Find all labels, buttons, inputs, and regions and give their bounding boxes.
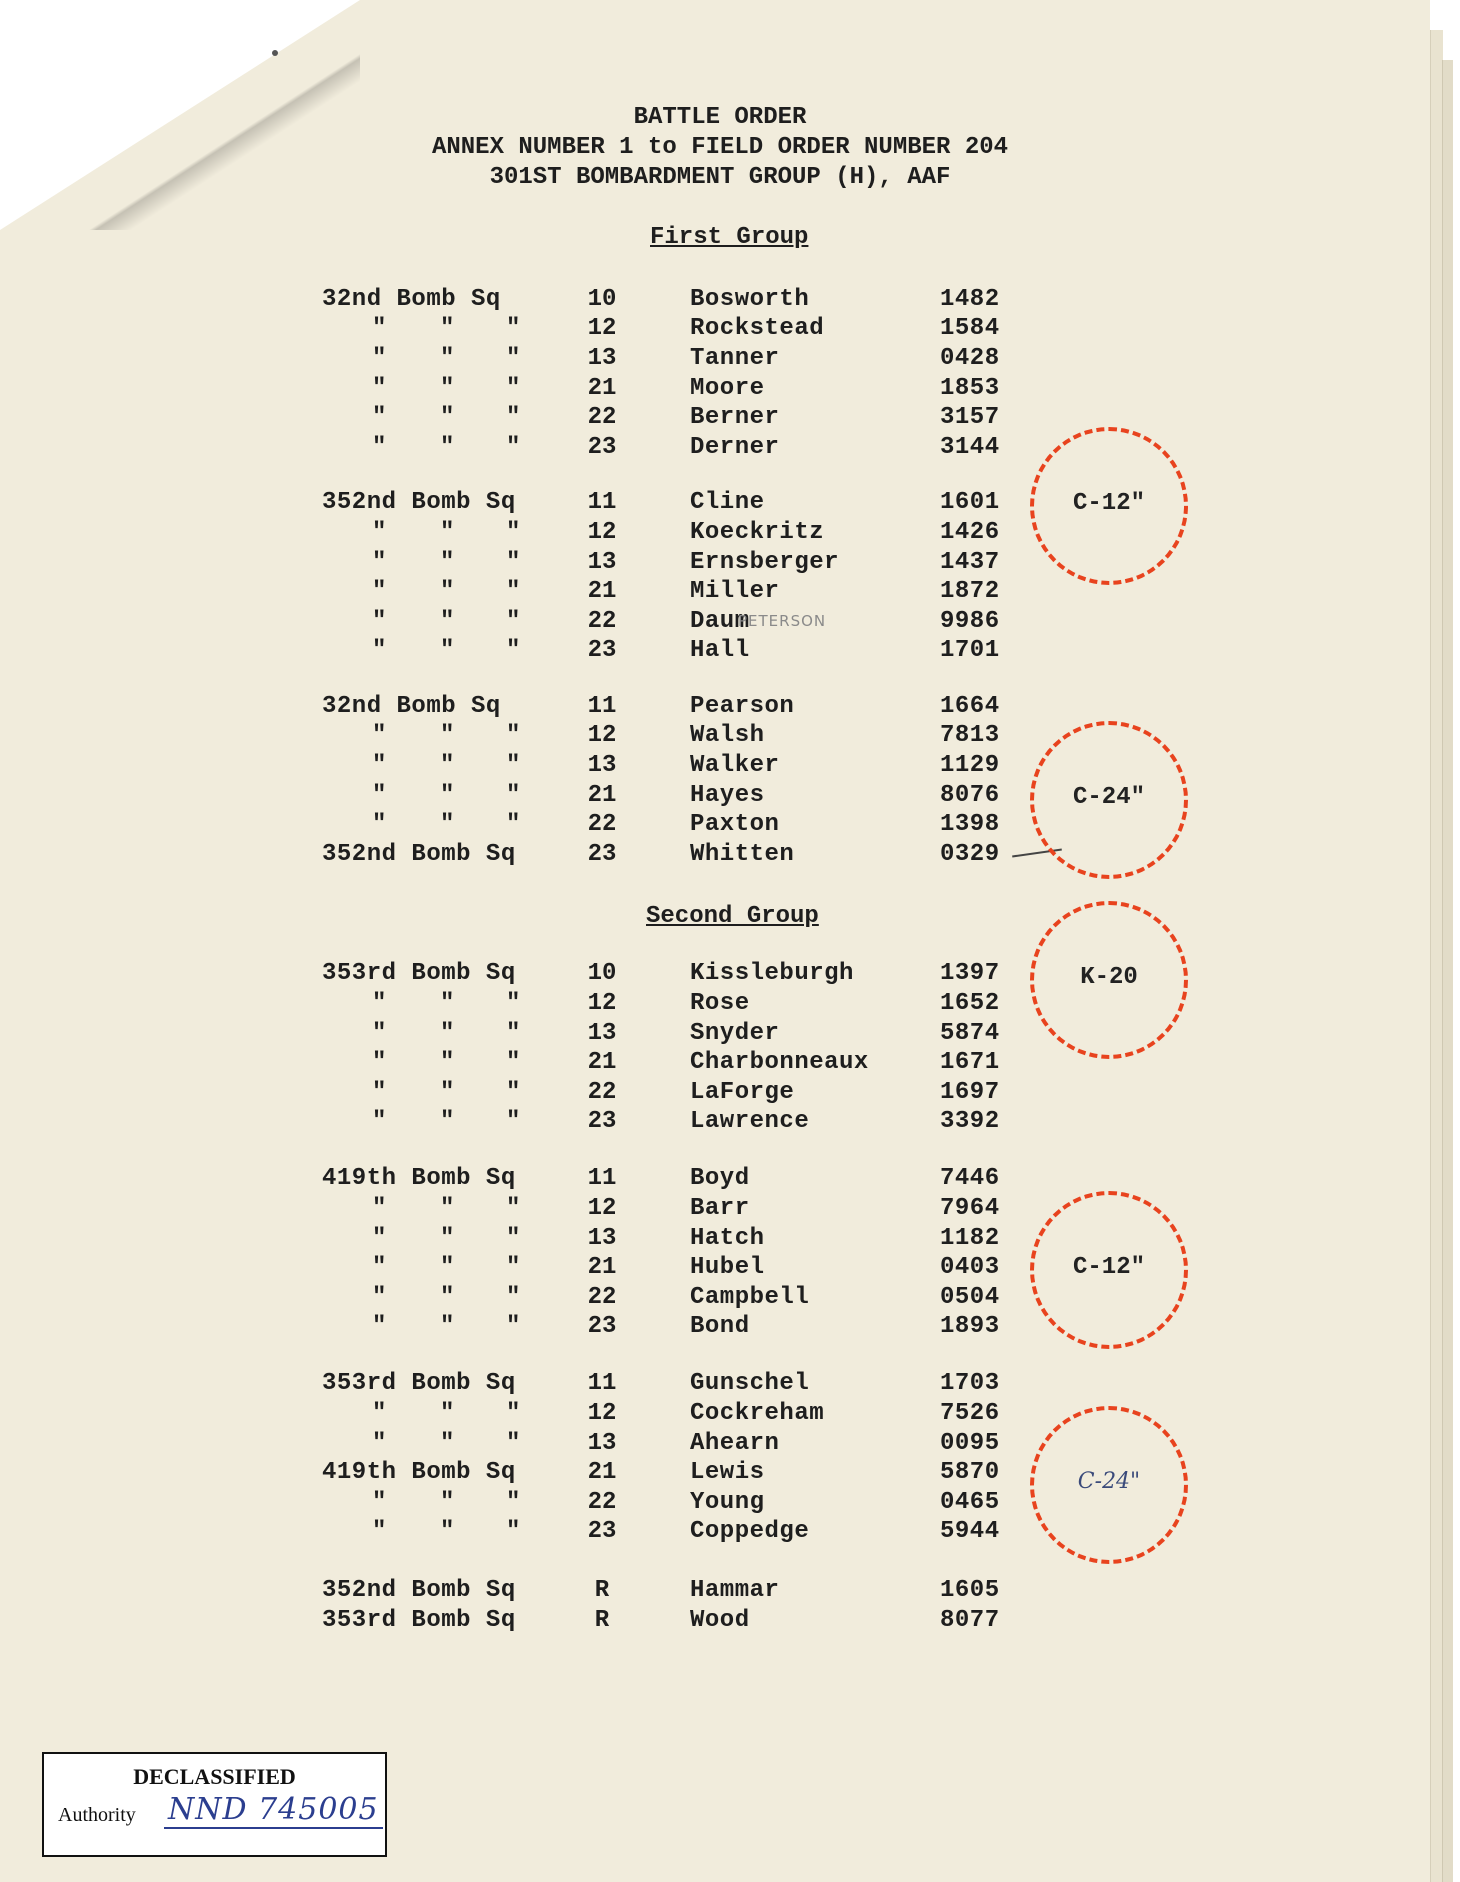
- row-unit: 419th Bomb Sq: [322, 1459, 516, 1486]
- row-position: 12: [587, 990, 617, 1017]
- row-serial: 1426: [940, 519, 1000, 546]
- ditto-mark: ": [372, 1518, 387, 1545]
- ditto-mark: ": [440, 578, 455, 605]
- row-position: 21: [587, 375, 617, 402]
- ditto-mark: ": [372, 404, 387, 431]
- row-serial: 0403: [940, 1254, 1000, 1281]
- ditto-mark: ": [440, 1430, 455, 1457]
- row-name: Miller: [690, 578, 780, 605]
- row-unit: 352nd Bomb Sq: [322, 1577, 516, 1604]
- staple-hole: [272, 50, 278, 56]
- ditto-mark: ": [372, 990, 387, 1017]
- row-serial: 9986: [940, 608, 1000, 635]
- row-position: 22: [587, 404, 617, 431]
- row-name: Lewis: [690, 1459, 765, 1486]
- row-position: 21: [587, 782, 617, 809]
- ditto-mark: ": [506, 1049, 521, 1076]
- row-serial: 1893: [940, 1313, 1000, 1340]
- header-annex: ANNEX NUMBER 1 to FIELD ORDER NUMBER 204: [431, 134, 1009, 161]
- ditto-mark: ": [506, 1079, 521, 1106]
- ditto-mark: ": [440, 1079, 455, 1106]
- row-serial: 5870: [940, 1459, 1000, 1486]
- row-serial: 0504: [940, 1284, 1000, 1311]
- circle-label: K-20: [1080, 964, 1138, 991]
- row-position: 22: [587, 811, 617, 838]
- row-unit: 353rd Bomb Sq: [322, 1370, 516, 1397]
- row-serial: 1437: [940, 549, 1000, 576]
- row-position: R: [594, 1577, 610, 1604]
- row-position: 11: [587, 693, 617, 720]
- row-position: 23: [587, 1518, 617, 1545]
- section-first-group: First Group: [650, 224, 809, 251]
- row-name: Berner: [690, 404, 780, 431]
- row-position: 13: [587, 752, 617, 779]
- row-serial: 5874: [940, 1020, 1000, 1047]
- ditto-mark: ": [372, 722, 387, 749]
- row-serial: 3144: [940, 434, 1000, 461]
- row-name: Ernsberger: [690, 549, 840, 576]
- row-name: Pearson: [690, 693, 795, 720]
- row-name: Paxton: [690, 811, 780, 838]
- row-name: Moore: [690, 375, 765, 402]
- row-name: Gunschel: [690, 1370, 810, 1397]
- ditto-mark: ": [506, 1195, 521, 1222]
- row-serial: 0329: [940, 841, 1000, 868]
- ditto-mark: ": [440, 1195, 455, 1222]
- row-position: 23: [587, 841, 617, 868]
- row-name: Walker: [690, 752, 780, 779]
- row-serial: 1703: [940, 1370, 1000, 1397]
- ditto-mark: ": [506, 1225, 521, 1252]
- ditto-mark: ": [372, 1225, 387, 1252]
- row-name: Hatch: [690, 1225, 765, 1252]
- ditto-mark: ": [506, 375, 521, 402]
- row-position: 21: [587, 1254, 617, 1281]
- ditto-mark: ": [440, 1489, 455, 1516]
- declassified-stamp: [42, 1752, 387, 1857]
- row-serial: 1872: [940, 578, 1000, 605]
- ditto-mark: ": [440, 811, 455, 838]
- ditto-mark: ": [372, 434, 387, 461]
- row-position: 22: [587, 1079, 617, 1106]
- ditto-mark: ": [372, 1489, 387, 1516]
- ditto-mark: ": [506, 637, 521, 664]
- row-serial: 1584: [940, 315, 1000, 342]
- row-name: Derner: [690, 434, 780, 461]
- row-name: Daum: [690, 608, 750, 635]
- stamp-authority-label: Authority: [58, 1804, 136, 1826]
- row-unit: 419th Bomb Sq: [322, 1165, 516, 1192]
- ditto-mark: ": [440, 608, 455, 635]
- ditto-mark: ": [440, 722, 455, 749]
- ditto-mark: ": [440, 637, 455, 664]
- row-serial: 1397: [940, 960, 1000, 987]
- row-serial: 1652: [940, 990, 1000, 1017]
- ditto-mark: ": [506, 1020, 521, 1047]
- row-position: 10: [587, 960, 617, 987]
- ditto-mark: ": [506, 1284, 521, 1311]
- ditto-mark: ": [440, 1225, 455, 1252]
- row-serial: 1398: [940, 811, 1000, 838]
- row-serial: 7446: [940, 1165, 1000, 1192]
- ditto-mark: ": [372, 315, 387, 342]
- ditto-mark: ": [506, 404, 521, 431]
- row-serial: 1129: [940, 752, 1000, 779]
- stamp-title: DECLASSIFIED: [133, 1764, 296, 1789]
- row-serial: 3157: [940, 404, 1000, 431]
- row-name: Hammar: [690, 1577, 780, 1604]
- ditto-mark: ": [440, 1400, 455, 1427]
- stamp-authority-value: NND 745005: [164, 1792, 383, 1829]
- row-name: Rose: [690, 990, 750, 1017]
- row-name: Campbell: [690, 1284, 810, 1311]
- row-serial: 0428: [940, 345, 1000, 372]
- ditto-mark: ": [440, 1518, 455, 1545]
- row-position: 12: [587, 722, 617, 749]
- row-position: 12: [587, 519, 617, 546]
- row-name: Charbonneaux: [690, 1049, 869, 1076]
- row-name: Hayes: [690, 782, 765, 809]
- ditto-mark: ": [372, 578, 387, 605]
- row-position: 22: [587, 1284, 617, 1311]
- row-serial: 7526: [940, 1400, 1000, 1427]
- ditto-mark: ": [372, 752, 387, 779]
- ditto-mark: ": [440, 549, 455, 576]
- row-serial: 1664: [940, 693, 1000, 720]
- row-unit: 352nd Bomb Sq: [322, 841, 516, 868]
- ditto-mark: ": [440, 782, 455, 809]
- row-name: Young: [690, 1489, 765, 1516]
- row-serial: 1182: [940, 1225, 1000, 1252]
- ditto-mark: ": [506, 434, 521, 461]
- row-serial: 5944: [940, 1518, 1000, 1545]
- row-serial: 3392: [940, 1108, 1000, 1135]
- row-name: Wood: [690, 1607, 750, 1634]
- ditto-mark: ": [506, 990, 521, 1017]
- row-name: Tanner: [690, 345, 780, 372]
- row-position: 21: [587, 1459, 617, 1486]
- row-serial: 1697: [940, 1079, 1000, 1106]
- ditto-mark: ": [372, 1079, 387, 1106]
- ditto-mark: ": [506, 1430, 521, 1457]
- row-position: 22: [587, 1489, 617, 1516]
- ditto-mark: ": [506, 752, 521, 779]
- row-name: Coppedge: [690, 1518, 810, 1545]
- row-position: 23: [587, 1108, 617, 1135]
- row-position: 13: [587, 1430, 617, 1457]
- row-name: Barr: [690, 1195, 750, 1222]
- row-name: Cockreham: [690, 1400, 825, 1427]
- ditto-mark: ": [372, 1195, 387, 1222]
- ditto-mark: ": [372, 1020, 387, 1047]
- ditto-mark: ": [372, 1049, 387, 1076]
- header-group: 301ST BOMBARDMENT GROUP (H), AAF: [489, 164, 951, 191]
- row-name: Snyder: [690, 1020, 780, 1047]
- row-serial: 1482: [940, 286, 1000, 313]
- row-position: 11: [587, 489, 617, 516]
- ditto-mark: ": [440, 375, 455, 402]
- ditto-mark: ": [506, 1489, 521, 1516]
- row-name: Lawrence: [690, 1108, 810, 1135]
- row-serial: 0095: [940, 1430, 1000, 1457]
- row-serial: 1605: [940, 1577, 1000, 1604]
- row-serial: 8077: [940, 1607, 1000, 1634]
- row-unit: 353rd Bomb Sq: [322, 1607, 516, 1634]
- row-position: 23: [587, 637, 617, 664]
- row-position: 12: [587, 315, 617, 342]
- ditto-mark: ": [372, 1313, 387, 1340]
- ditto-mark: ": [506, 549, 521, 576]
- ditto-mark: ": [506, 315, 521, 342]
- row-serial: 1601: [940, 489, 1000, 516]
- ditto-mark: ": [372, 1400, 387, 1427]
- row-position: 21: [587, 578, 617, 605]
- ditto-mark: ": [506, 1254, 521, 1281]
- row-name: LaForge: [690, 1079, 795, 1106]
- row-name: Bond: [690, 1313, 750, 1340]
- ditto-mark: ": [440, 1254, 455, 1281]
- ditto-mark: ": [440, 519, 455, 546]
- ditto-mark: ": [506, 1400, 521, 1427]
- row-serial: 7964: [940, 1195, 1000, 1222]
- row-position: 11: [587, 1165, 617, 1192]
- row-name: Hall: [690, 637, 750, 664]
- row-serial: 7813: [940, 722, 1000, 749]
- row-position: 21: [587, 1049, 617, 1076]
- ditto-mark: ": [440, 990, 455, 1017]
- ditto-mark: ": [440, 1020, 455, 1047]
- row-position: 10: [587, 286, 617, 313]
- ditto-mark: ": [506, 722, 521, 749]
- ditto-mark: ": [372, 1284, 387, 1311]
- ditto-mark: ": [506, 578, 521, 605]
- circle-label: C-12": [1072, 1254, 1145, 1281]
- row-position: 13: [587, 549, 617, 576]
- row-unit: 32nd Bomb Sq: [322, 286, 501, 313]
- row-position: 12: [587, 1195, 617, 1222]
- row-position: R: [594, 1607, 610, 1634]
- row-position: 12: [587, 1400, 617, 1427]
- row-position: 13: [587, 1020, 617, 1047]
- row-name: Ahearn: [690, 1430, 780, 1457]
- ditto-mark: ": [506, 811, 521, 838]
- ditto-mark: ": [440, 1313, 455, 1340]
- ditto-mark: ": [372, 519, 387, 546]
- ditto-mark: ": [506, 1518, 521, 1545]
- row-serial: 1853: [940, 375, 1000, 402]
- row-name: Walsh: [690, 722, 765, 749]
- row-position: 13: [587, 1225, 617, 1252]
- ditto-mark: ": [440, 1108, 455, 1135]
- ditto-mark: ": [372, 1430, 387, 1457]
- pencil-annotation: PETERSON: [738, 612, 827, 630]
- row-unit: 352nd Bomb Sq: [322, 489, 516, 516]
- ditto-mark: ": [372, 608, 387, 635]
- ditto-mark: ": [506, 519, 521, 546]
- circle-label: C-24": [1072, 784, 1145, 811]
- row-name: Boyd: [690, 1165, 750, 1192]
- ditto-mark: ": [440, 404, 455, 431]
- row-serial: 1701: [940, 637, 1000, 664]
- ditto-mark: ": [372, 375, 387, 402]
- ditto-mark: ": [440, 1049, 455, 1076]
- row-serial: 8076: [940, 782, 1000, 809]
- row-unit: 32nd Bomb Sq: [322, 693, 501, 720]
- ditto-mark: ": [506, 608, 521, 635]
- ditto-mark: ": [440, 434, 455, 461]
- row-name: Bosworth: [690, 286, 810, 313]
- ditto-mark: ": [440, 345, 455, 372]
- ditto-mark: ": [372, 1108, 387, 1135]
- row-name: Cline: [690, 489, 765, 516]
- ditto-mark: ": [440, 752, 455, 779]
- circle-label: C-24": [1077, 1469, 1141, 1494]
- ditto-mark: ": [506, 782, 521, 809]
- section-second-group: Second Group: [646, 903, 819, 930]
- row-position: 13: [587, 345, 617, 372]
- ditto-mark: ": [372, 549, 387, 576]
- ditto-mark: ": [372, 1254, 387, 1281]
- ditto-mark: ": [372, 637, 387, 664]
- row-name: Rockstead: [690, 315, 825, 342]
- ditto-mark: ": [506, 1313, 521, 1340]
- row-name: Koeckritz: [690, 519, 825, 546]
- row-position: 23: [587, 434, 617, 461]
- page-edge-back: [1442, 60, 1453, 1882]
- ditto-mark: ": [506, 345, 521, 372]
- ditto-mark: ": [372, 811, 387, 838]
- row-serial: 1671: [940, 1049, 1000, 1076]
- ditto-mark: ": [440, 1284, 455, 1311]
- circle-label: C-12": [1072, 490, 1145, 517]
- row-name: Whitten: [690, 841, 795, 868]
- header-title: BATTLE ORDER: [633, 104, 807, 131]
- row-position: 22: [587, 608, 617, 635]
- ditto-mark: ": [506, 1108, 521, 1135]
- ditto-mark: ": [372, 782, 387, 809]
- row-position: 23: [587, 1313, 617, 1340]
- row-unit: 353rd Bomb Sq: [322, 960, 516, 987]
- ditto-mark: ": [440, 315, 455, 342]
- row-name: Kissleburgh: [690, 960, 854, 987]
- row-position: 11: [587, 1370, 617, 1397]
- row-name: Hubel: [690, 1254, 765, 1281]
- row-serial: 0465: [940, 1489, 1000, 1516]
- ditto-mark: ": [372, 345, 387, 372]
